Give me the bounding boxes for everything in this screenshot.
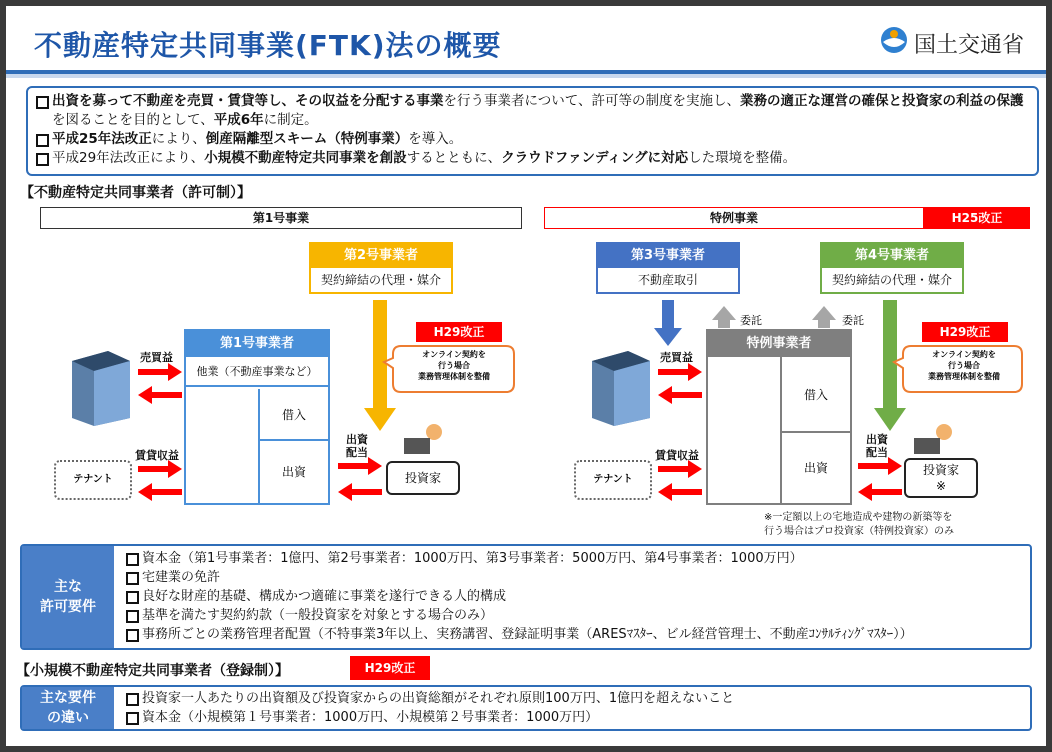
intro-line-1: 出資を募って不動産を売買・賃貸等し、その収益を分配する事業を行う事業者について、許可等の制度を実施し、業務の適正な運営の確保と投資家の利益の保護を図ることを目的として、平成6年に制定。	[36, 92, 1029, 130]
type1-business-bar: 第1号事業	[40, 207, 522, 229]
requirement-item: 良好な財産的基礎、構成かつ適確に事業を遂行できる人的構成	[126, 587, 913, 606]
investor-right-mark: ※	[935, 479, 947, 493]
small-requirements-head: 主な要件 の違い	[22, 687, 114, 729]
intro-line-2: 平成25年法改正により、倒産隔離型スキーム（特例事業）を導入。	[36, 130, 1029, 149]
h29-badge-left: H29改正	[416, 322, 502, 342]
type4-head: 第4号事業者	[854, 248, 930, 263]
sale-profit-label-left: 売買益	[140, 351, 173, 364]
type1-head: 第1号事業者	[186, 331, 328, 357]
type2-head: 第2号事業者	[343, 248, 419, 263]
h25-badge: H25改正	[924, 207, 1030, 229]
type3-operator	[596, 242, 740, 294]
h29-badge-small: H29改正	[350, 656, 430, 680]
investor-left: 投資家	[386, 461, 460, 495]
type1-other-business: 他業（不動産事業など）	[186, 357, 328, 387]
type4-sub: 契約締結の代理・媒介	[822, 268, 962, 292]
special-borrow: 借入	[780, 357, 850, 433]
online-note-right: オンライン契約を 行う場合 業務管理体制を整備	[928, 350, 1000, 381]
small-requirement-item: 投資家一人あたりの出資額及び投資家からの出資総額がそれぞれ原則100万円、1億円を超えないこと	[126, 689, 734, 708]
special-operator	[706, 329, 852, 505]
small-requirements	[20, 685, 1032, 731]
type1-invest: 出資	[258, 441, 328, 503]
delegate-label-2: 委託	[842, 314, 864, 327]
special-business-bar: 特例事業	[544, 207, 924, 229]
tenant-right: テナント	[574, 460, 652, 500]
h29-badge-right: H29改正	[922, 322, 1008, 342]
tenant-left: テナント	[54, 460, 132, 500]
special-invest: 出資	[780, 433, 850, 503]
small-requirement-item: 資本金（小規模第１号事業者：1000万円、小規模第２号事業者：1000万円）	[126, 708, 734, 727]
rent-profit-label-right: 賃貸収益	[655, 449, 699, 462]
type3-sub: 不動産取引	[598, 268, 738, 292]
investor-right-label: 投資家	[922, 463, 959, 477]
online-note-left: オンライン契約を 行う場合 業務管理体制を整備	[418, 350, 490, 381]
rent-profit-label-left: 賃貸収益	[135, 449, 179, 462]
intro-line-3: 平成29年法改正により、小規模不動産特定共同事業を創設するとともに、クラウドファンディングに対応した環境を整備。	[36, 149, 1029, 168]
type3-head: 第3号事業者	[630, 248, 706, 263]
type2-sub: 契約締結の代理・媒介	[311, 268, 451, 292]
requirements-list	[126, 549, 913, 644]
ministry-name: 国土交通省	[914, 33, 1025, 58]
license-requirements	[20, 544, 1032, 650]
requirement-item: 事務所ごとの業務管理者配置（不特事業3年以上、実務講習、登録証明事業（ARESﾏｽﾀｰ、ビル経営管理士、不動産ｺﾝｻﾙﾃｨﾝｸﾞﾏｽﾀｰ））	[126, 625, 913, 644]
requirement-item: 宅建業の免許	[126, 568, 913, 587]
type4-operator	[820, 242, 964, 294]
requirement-item: 基準を満たす契約約款（一般投資家を対象とする場合のみ）	[126, 606, 913, 625]
sale-profit-label-right: 売買益	[660, 351, 693, 364]
delegate-label-1: 委託	[740, 314, 762, 327]
type1-operator	[184, 329, 330, 505]
type2-operator	[309, 242, 453, 294]
payout-label-left: 出資 配当	[346, 433, 368, 459]
licensed-section-title: 【不動産特定共同事業者（許可制）】	[20, 185, 251, 201]
footnote: ※一定額以上の宅地造成や建物の新築等を 行う場合はプロ投資家（特例投資家）のみ	[764, 512, 954, 537]
payout-label-right: 出資 配当	[866, 433, 888, 459]
special-head: 特例事業者	[708, 331, 850, 357]
slide	[6, 6, 1046, 746]
small-requirements-list	[126, 689, 734, 727]
investor-right	[904, 458, 978, 498]
small-section-title: 【小規模不動産特定共同事業者（登録制）】	[16, 663, 289, 679]
page-title: 不動産特定共同事業(FTK)法の概要	[34, 29, 502, 62]
requirements-head: 主な 許可要件	[22, 546, 114, 648]
building-icon	[72, 351, 130, 426]
requirement-item: 資本金（第1号事業者：1億円、第2号事業者：1000万円、第3号事業者：5000万円、第4号事業者：1000万円）	[126, 549, 913, 568]
type1-borrow: 借入	[258, 389, 328, 441]
